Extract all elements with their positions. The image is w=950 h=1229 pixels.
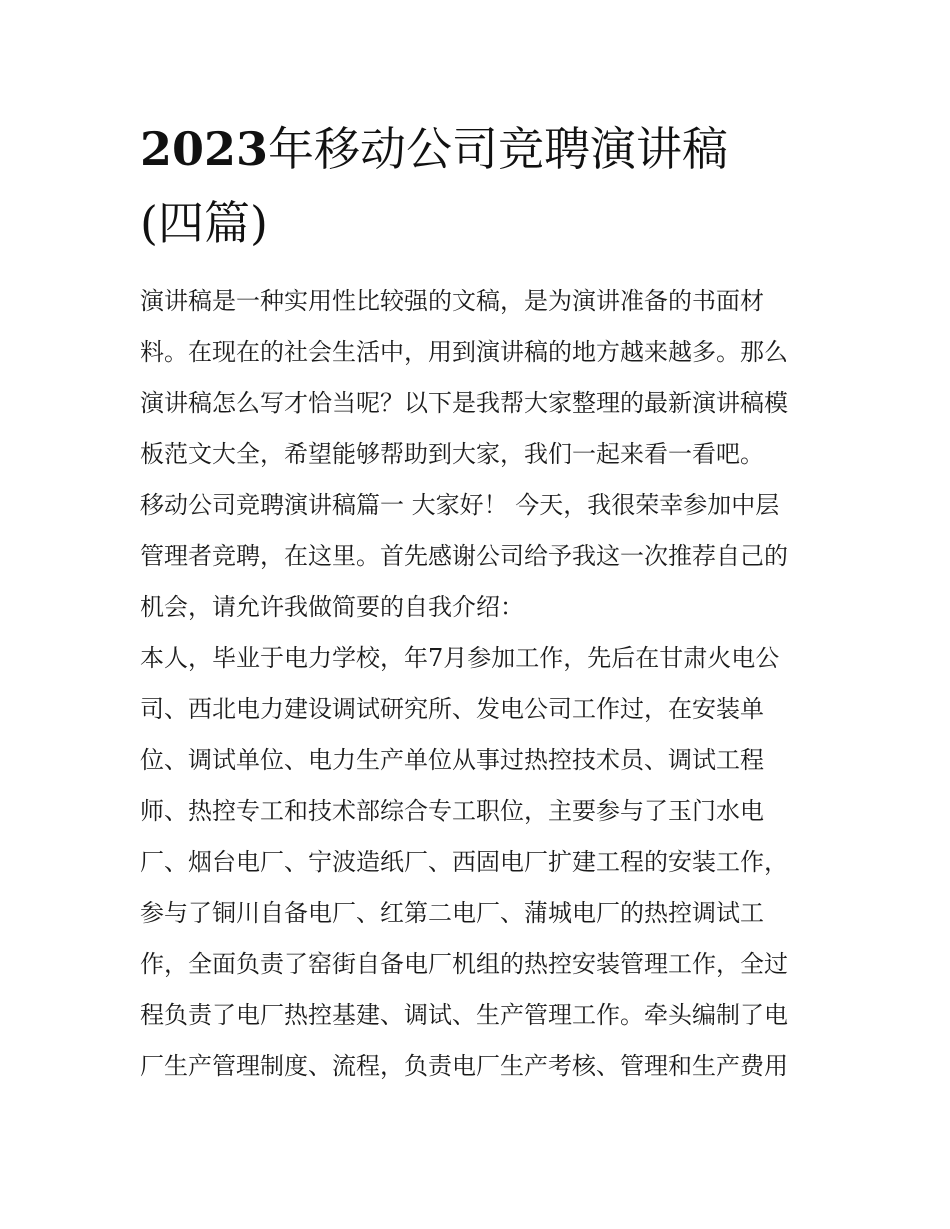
text-line: 司、西北电力建设调试研究所、发电公司工作过，在安装单 [140,695,764,723]
text-line: 料。在现在的社会生活中，用到演讲稿的地方越来越多。那么 [140,338,788,366]
text-line: 板范文大全，希望能够帮助到大家，我们一起来看一看吧。 [140,440,764,468]
text-line: 参与了铜川自备电厂、红第二电厂、蒲城电厂的热控调试工 [140,899,764,927]
greeting-paragraph [140,480,816,633]
text-line: 作，全面负责了窑街自备电厂机组的热控安装管理工作，全过 [140,950,788,978]
text-line: 位、调试单位、电力生产单位从事过热控技术员、调试工程 [140,746,764,774]
title-text-line2: (四篇) [140,196,268,250]
text-line: 师、热控专工和技术部综合专工职位，主要参与了玉门水电 [140,797,764,825]
intro-paragraph [140,276,816,480]
title-text-line1: 年移动公司竞聘演讲稿 [268,122,729,176]
text-line: 演讲稿怎么写才恰当呢？以下是我帮大家整理的最新演讲稿模 [140,389,788,417]
document-body [140,276,816,1092]
experience-paragraph [140,633,816,1092]
text-line: 演讲稿是一种实用性比较强的文稿，是为演讲准备的书面材 [140,287,764,315]
title-year: 2023 [140,122,269,176]
text-line: 本人，毕业于电力学校，年7月参加工作，先后在甘肃火电公 [140,644,780,672]
text-line: 管理者竞聘，在这里。首先感谢公司给予我这一次推荐自己的 [140,542,788,570]
text-line: 机会，请允许我做简要的自我介绍： [140,593,524,621]
text-line: 厂、烟台电厂、宁波造纸厂、西固电厂扩建工程的安装工作， [140,848,788,876]
text-line: 移动公司竞聘演讲稿篇一 大家好！ 今天，我很荣幸参加中层 [140,491,780,519]
text-line: 厂生产管理制度、流程，负责电厂生产考核、管理和生产费用 [140,1052,788,1080]
document-title [140,112,820,260]
text-line: 程负责了电厂热控基建、调试、生产管理工作。牵头编制了电 [140,1001,788,1029]
